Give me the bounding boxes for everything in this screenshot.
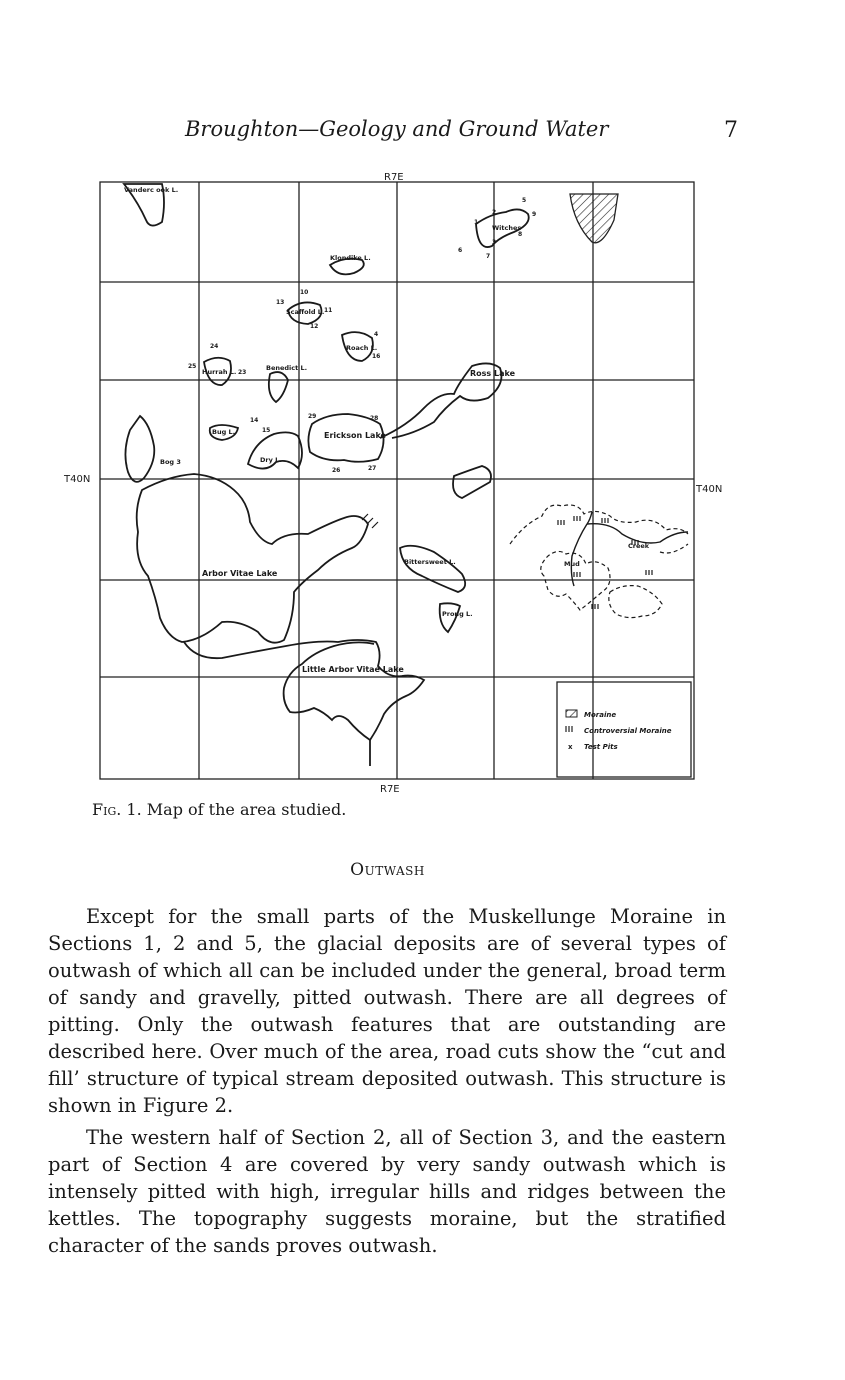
figure-label: Fig. 1. bbox=[92, 800, 142, 819]
township-label-left: T40N bbox=[64, 474, 91, 485]
lake-label-creek: Creek bbox=[628, 542, 650, 550]
legend-controversial-moraine: Controversial Moraine bbox=[584, 727, 672, 735]
controversial-moraine bbox=[510, 505, 688, 618]
test-pit-28: 28 bbox=[370, 415, 379, 422]
test-pit-24: 24 bbox=[210, 343, 219, 350]
moraine-area bbox=[570, 194, 618, 243]
test-pit-marker: x bbox=[568, 743, 573, 751]
lake-label-ross: Ross Lake bbox=[470, 369, 515, 378]
running-title: Broughton—Geology and Ground Water bbox=[185, 117, 609, 141]
test-pit-25: 25 bbox=[188, 363, 197, 370]
lake-label-bittersweet: Bittersweet L. bbox=[404, 558, 456, 566]
test-pit-14: 14 bbox=[250, 417, 259, 424]
lake-label-benedict: Benedict L. bbox=[266, 364, 308, 372]
map-legend bbox=[566, 710, 672, 751]
paragraph: Except for the small parts of the Muskellunge Moraine in Sections 1, 2 and 5, the glacial deposits are of several types of outwash of which all can be included under the general, broad term of sandy and gravelly, pitted outwash. There are all degrees of pitting. Only the outwash features that are outstanding are described here. Over much of the area, road cuts show the “cut and fill’ structure of typical stream deposited outwash. This structure is shown in Figure 2. bbox=[48, 905, 726, 1117]
lake-label-roach: Roach L. bbox=[346, 344, 378, 352]
range-label-bottom: R7E bbox=[380, 784, 400, 795]
lake-label-little-arbor-vitae: Little Arbor Vitae Lake bbox=[302, 665, 404, 674]
section-grid bbox=[100, 182, 694, 779]
test-pit-3: 3 bbox=[492, 239, 497, 246]
test-pit-10: 10 bbox=[300, 289, 309, 296]
test-pit-11: 11 bbox=[324, 307, 333, 314]
test-pit-8: 8 bbox=[518, 231, 523, 238]
lake-label-bug: Bug L. bbox=[212, 428, 236, 436]
lake-label-witches: Witches bbox=[492, 224, 522, 232]
lake-label-hurrah: Hurrah L. bbox=[202, 368, 237, 376]
test-pit-6: 6 bbox=[458, 247, 463, 254]
lake-label-vandercook: Vanderc ook L. bbox=[124, 186, 179, 194]
lake-label-arbor-vitae: Arbor Vitae Lake bbox=[202, 569, 278, 578]
test-pit-9: 9 bbox=[532, 211, 537, 218]
body-text bbox=[48, 903, 726, 1259]
lake-label-klondike: Klondike L. bbox=[330, 254, 371, 262]
lake-label-erickson: Erickson Lake bbox=[324, 431, 386, 440]
test-pit-16: 16 bbox=[372, 353, 381, 360]
test-pit-12: 12 bbox=[310, 323, 319, 330]
lake-label-dry: Dry L. bbox=[260, 456, 282, 464]
section-heading: Outwash bbox=[350, 860, 425, 880]
test-pit-5: 5 bbox=[522, 197, 527, 204]
test-pit-26: 26 bbox=[332, 467, 341, 474]
test-pit-7: 7 bbox=[486, 253, 491, 260]
lake-label-scaffold: Scaffold L. bbox=[286, 308, 325, 316]
test-pit-23: 23 bbox=[238, 369, 247, 376]
figure-caption-text: Map of the area studied. bbox=[146, 800, 347, 819]
test-pit-1: 1 bbox=[474, 219, 479, 226]
test-pit-29: 29 bbox=[308, 413, 317, 420]
test-pit-4: 4 bbox=[374, 331, 379, 338]
test-pit-15: 15 bbox=[262, 427, 271, 434]
legend-test-pits: Test Pits bbox=[584, 743, 618, 751]
lake-label-mud: Mud bbox=[564, 560, 580, 568]
test-pit-27: 27 bbox=[368, 465, 377, 472]
page-number: 7 bbox=[724, 118, 738, 143]
controversial-legend-swatch bbox=[566, 726, 572, 732]
test-pit-13: 13 bbox=[276, 299, 285, 306]
township-label-right: T40N bbox=[696, 484, 723, 495]
lakes bbox=[124, 184, 529, 766]
area-map bbox=[62, 172, 742, 797]
figure-caption bbox=[92, 800, 346, 819]
lake-label-prong: Prong L. bbox=[442, 610, 473, 618]
test-pit-2: 2 bbox=[492, 209, 497, 216]
paragraph: The western half of Section 2, all of Section 3, and the eastern part of Section 4 are covered by very sandy outwash which is intensely pitted with high, irregular hills and ridges between the kettles. The topography suggests moraine, but the stratified character of the sands proves outwash. bbox=[48, 1126, 726, 1257]
moraine-legend-swatch bbox=[566, 710, 577, 717]
range-label-top: R7E bbox=[384, 172, 404, 183]
lake-label-bog: Bog 3 bbox=[160, 458, 181, 466]
legend-moraine: Moraine bbox=[584, 711, 617, 719]
